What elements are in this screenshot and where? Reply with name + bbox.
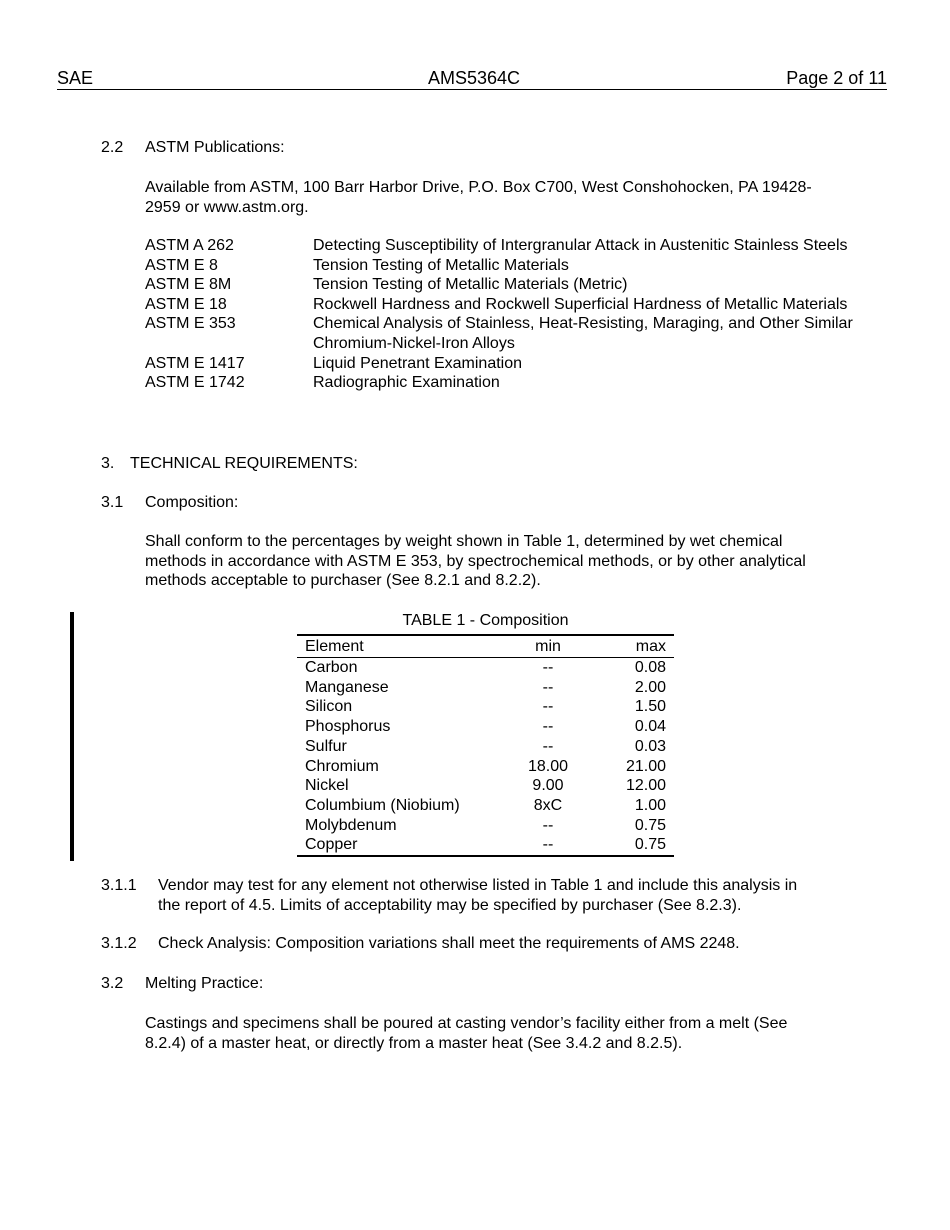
reference-description: Liquid Penetrant Examination — [313, 354, 523, 372]
paragraph-line: Available from ASTM, 100 Barr Harbor Drive, P.O. Box C700, West Conshohocken, PA 19428- — [145, 179, 812, 196]
section-3-2-title: Melting Practice: — [145, 975, 264, 992]
paragraph-line: methods acceptable to purchaser (See 8.2.1 and 8.2.2). — [145, 572, 541, 590]
table-row — [297, 816, 674, 836]
element-cell: Phosphorus — [305, 718, 391, 736]
max-cell: 0.03 — [634, 737, 666, 755]
reference-row — [145, 256, 865, 276]
paragraph-line: methods in accordance with ASTM E 353, by spectrochemical methods, or by other analytical — [145, 552, 806, 570]
table-row — [297, 776, 674, 796]
section-3-1-number: 3.1 — [101, 494, 124, 511]
reference-description: Rockwell Hardness and Rockwell Superficial Hardness of Metallic Materials — [313, 295, 848, 313]
min-cell: 9.00 — [532, 777, 564, 795]
reference-code: ASTM E 18 — [145, 295, 227, 313]
reference-code: ASTM E 8M — [145, 276, 232, 294]
max-cell: 1.50 — [634, 698, 666, 716]
min-cell: -- — [542, 659, 554, 676]
paragraph-line: Castings and specimens shall be poured at casting vendor’s facility either from a melt (See — [145, 1015, 788, 1032]
section-3-1-1-paragraph — [158, 876, 878, 915]
reference-row — [145, 354, 865, 374]
section-3-2-number: 3.2 — [101, 975, 124, 992]
max-cell: 0.75 — [634, 816, 666, 834]
paragraph-line: 2959 or www.astm.org. — [145, 198, 309, 216]
element-cell: Chromium — [305, 757, 379, 775]
header-org: SAE — [57, 68, 94, 88]
section-3-2-paragraph — [145, 1014, 865, 1053]
section-2-2-paragraph — [145, 178, 865, 217]
column-header-min: min — [505, 635, 591, 658]
reference-description: Detecting Susceptibility of Intergranular Attack in Austenitic Stainless Steels — [313, 237, 848, 254]
section-3-number: 3. — [101, 455, 115, 472]
reference-code: ASTM E 353 — [145, 315, 236, 333]
table-row — [297, 737, 674, 757]
element-cell: Columbium (Niobium) — [305, 796, 460, 814]
max-cell: 0.08 — [634, 659, 666, 676]
element-cell: Carbon — [305, 659, 358, 676]
reference-description: Radiographic Examination — [313, 374, 500, 392]
paragraph-line: the report of 4.5. Limits of acceptability may be specified by purchaser (See 8.2.3). — [158, 896, 742, 914]
min-cell: 8xC — [533, 796, 563, 814]
revision-change-bar — [70, 612, 74, 861]
reference-code: ASTM A 262 — [145, 237, 234, 254]
reference-row — [145, 314, 865, 353]
max-cell: 12.00 — [625, 777, 666, 795]
table-1-caption: TABLE 1 - Composition — [402, 612, 569, 629]
paragraph-line: Vendor may test for any element not otherwise listed in Table 1 and include this analysis in — [158, 877, 798, 894]
table-row — [297, 678, 674, 698]
section-3-title: TECHNICAL REQUIREMENTS: — [130, 455, 358, 472]
section-3-1-2-text: Check Analysis: Composition variations shall meet the requirements of AMS 2248. — [158, 935, 740, 952]
header-doc-number: AMS5364C — [428, 68, 521, 88]
max-cell: 0.04 — [634, 718, 666, 736]
min-cell: -- — [542, 678, 554, 696]
reference-row — [145, 236, 865, 256]
max-cell: 2.00 — [634, 678, 666, 696]
section-2-2-number: 2.2 — [101, 139, 124, 156]
reference-description: Tension Testing of Metallic Materials — [313, 256, 569, 274]
section-3-1-1-number: 3.1.1 — [101, 877, 137, 894]
section-3-1-paragraph — [145, 532, 865, 591]
table-row — [297, 796, 674, 816]
table-row — [297, 658, 674, 678]
table-row — [297, 835, 674, 856]
table-row — [297, 697, 674, 717]
element-cell: Copper — [305, 836, 358, 854]
page-header — [57, 68, 887, 90]
reference-description: Tension Testing of Metallic Materials (Metric) — [313, 276, 628, 294]
reference-row — [145, 295, 865, 315]
min-cell: -- — [542, 718, 554, 736]
element-cell: Silicon — [305, 698, 353, 716]
paragraph-line: 8.2.4) of a master heat, or directly from a master heat (See 3.4.2 and 8.2.5). — [145, 1034, 683, 1052]
reference-code: ASTM E 1742 — [145, 374, 245, 392]
element-cell: Sulfur — [305, 737, 347, 755]
reference-row — [145, 275, 865, 295]
element-cell: Molybdenum — [305, 816, 397, 834]
section-2-2-title: ASTM Publications: — [145, 139, 285, 156]
max-cell: 21.00 — [625, 757, 666, 775]
composition-table — [297, 634, 674, 857]
section-3-1-2-number: 3.1.2 — [101, 935, 137, 952]
section-3-1-title: Composition: — [145, 494, 239, 511]
element-cell: Nickel — [305, 777, 349, 795]
astm-reference-list — [145, 236, 865, 393]
min-cell: -- — [542, 737, 554, 755]
min-cell: -- — [542, 816, 554, 834]
min-cell: -- — [542, 836, 554, 854]
table-row — [297, 757, 674, 777]
min-cell: 18.00 — [527, 757, 569, 775]
reference-row — [145, 373, 865, 393]
element-cell: Manganese — [305, 678, 389, 696]
table-row — [297, 717, 674, 737]
min-cell: -- — [542, 698, 554, 716]
max-cell: 1.00 — [634, 796, 666, 814]
column-header-max: max — [591, 635, 674, 658]
column-header-element: Element — [297, 635, 505, 658]
max-cell: 0.75 — [634, 836, 666, 854]
reference-description: Chemical Analysis of Stainless, Heat-Resisting, Maraging, and Other Similar Chromium-Nickel-Iron Alloys — [313, 315, 853, 352]
table-header-row — [297, 635, 674, 658]
paragraph-line: Shall conform to the percentages by weight shown in Table 1, determined by wet chemical — [145, 533, 783, 550]
header-page-number: Page 2 of 11 — [786, 68, 887, 88]
reference-code: ASTM E 1417 — [145, 354, 245, 372]
reference-code: ASTM E 8 — [145, 256, 218, 274]
